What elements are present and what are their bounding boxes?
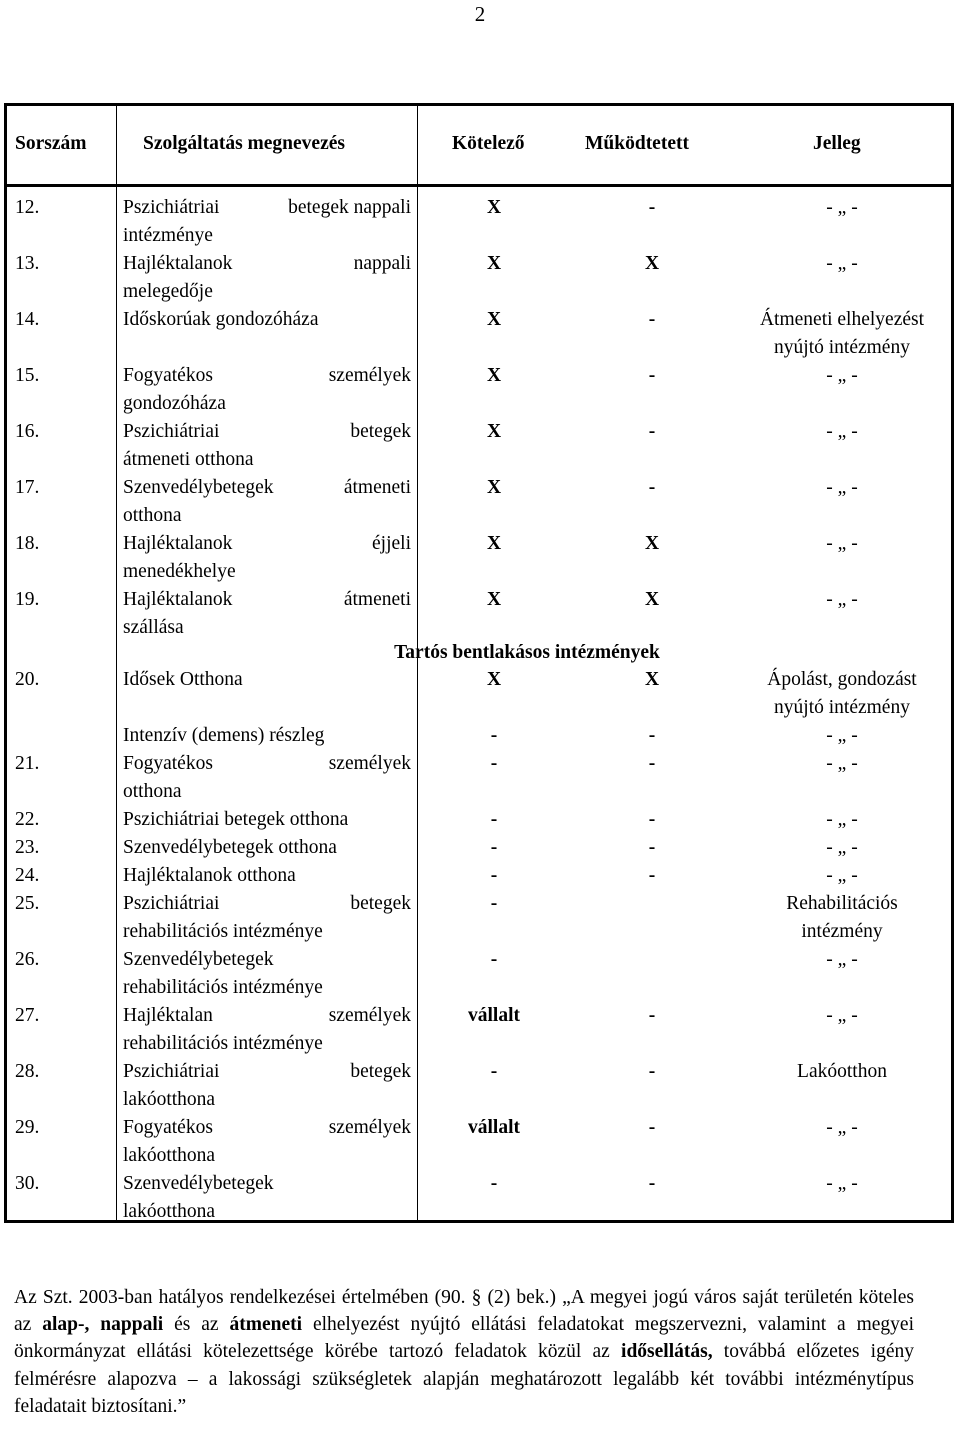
operated-mark: -	[648, 197, 656, 218]
character-cell	[735, 806, 949, 834]
character-line: Lakóotthon	[797, 1061, 887, 1082]
operated-mark: -	[648, 365, 656, 386]
character-line: - „ -	[826, 725, 858, 746]
legal-paragraph	[14, 1284, 914, 1420]
row-number: 25.	[15, 893, 40, 914]
mandatory-mark: X	[486, 477, 502, 498]
row-number: 27.	[15, 1005, 40, 1026]
service-name-part: személyek	[328, 753, 411, 774]
row-number: 21.	[15, 753, 40, 774]
paragraph-bold: átmeneti	[229, 1314, 303, 1336]
operated-mark: -	[648, 865, 656, 886]
service-name-line2: melegedője	[123, 280, 213, 302]
character-cell	[735, 586, 949, 614]
character-line: - „ -	[826, 1117, 858, 1138]
operated-mark: -	[648, 1173, 656, 1194]
header-szolgaltatas: Szolgáltatás megnevezés	[143, 133, 345, 154]
mandatory-mark: -	[490, 893, 498, 914]
operated-mark: -	[648, 1117, 656, 1138]
character-line: - „ -	[826, 253, 858, 274]
mandatory-mark: -	[490, 1061, 498, 1082]
row-number: 16.	[15, 421, 40, 442]
service-name-part: betegek	[350, 421, 411, 442]
service-name-line2: rehabilitációs intézménye	[123, 920, 323, 942]
service-name	[123, 418, 411, 473]
character-line: - „ -	[826, 365, 858, 386]
row-number: 18.	[15, 533, 40, 554]
mandatory-mark: -	[490, 949, 498, 970]
service-name-part: Pszichiátriai	[123, 1061, 220, 1082]
service-name-part: Hajléktalan	[123, 1005, 213, 1026]
mandatory-mark: -	[490, 725, 498, 746]
row-number: 20.	[15, 669, 40, 690]
service-table	[4, 103, 954, 1223]
character-line: - „ -	[826, 421, 858, 442]
character-line: Átmeneti elhelyezést	[759, 309, 925, 330]
service-name-part: Szenvedélybetegek	[123, 477, 274, 498]
character-line: - „ -	[826, 865, 858, 886]
character-cell	[735, 946, 949, 974]
character-cell	[735, 666, 949, 721]
character-line: nyújtó intézmény	[774, 336, 910, 358]
service-name	[123, 806, 411, 834]
service-name-part: éjjeli	[372, 533, 411, 554]
service-name-part: Pszichiátriai	[123, 893, 220, 914]
paragraph-text: elhelyezést nyújtó ellátási feladatokat megszervezni, valamint a megyei önkormányzat ellátási kötelezettsége körébe tartozó feladatok közül az	[14, 1314, 914, 1363]
character-cell	[735, 1114, 949, 1142]
service-name	[123, 946, 411, 1001]
service-name	[123, 1002, 411, 1057]
character-cell	[735, 890, 949, 945]
operated-mark: -	[648, 837, 656, 858]
service-name	[123, 586, 411, 641]
operated-mark: -	[648, 421, 656, 442]
mandatory-mark: X	[486, 533, 502, 554]
paragraph-bold: alap-, nappali	[42, 1314, 164, 1336]
service-name	[123, 250, 411, 305]
character-line: - „ -	[826, 753, 858, 774]
service-name-part: Pszichiátriai betegek otthona	[123, 809, 349, 830]
service-name	[123, 194, 411, 249]
header-kotelezo: Kötelező	[452, 133, 525, 154]
character-cell	[735, 530, 949, 558]
service-name-part: Intenzív (demens) részleg	[123, 725, 325, 746]
mandatory-mark: -	[490, 837, 498, 858]
service-name-part: Időskorúak gondozóháza	[123, 309, 319, 330]
mandatory-mark: -	[490, 1173, 498, 1194]
row-number: 17.	[15, 477, 40, 498]
service-name-line2: gondozóháza	[123, 392, 226, 414]
mandatory-mark: -	[490, 809, 498, 830]
character-cell	[735, 1002, 949, 1030]
character-cell	[735, 418, 949, 446]
service-name-part: nappali	[353, 253, 411, 274]
character-line: - „ -	[826, 1005, 858, 1026]
header-jelleg: Jelleg	[813, 133, 861, 154]
character-cell	[735, 750, 949, 778]
service-name-line2: átmeneti otthona	[123, 448, 254, 470]
service-name-line2: rehabilitációs intézménye	[123, 1032, 323, 1054]
service-name	[123, 306, 411, 334]
operated-mark: X	[644, 669, 660, 690]
service-name-part: Fogyatékos	[123, 753, 213, 774]
mandatory-mark: -	[490, 865, 498, 886]
character-line: - „ -	[826, 809, 858, 830]
row-number: 19.	[15, 589, 40, 610]
section-title: Tartós bentlakásos intézmények	[394, 642, 660, 663]
character-cell	[735, 474, 949, 502]
row-number: 30.	[15, 1173, 40, 1194]
service-name-part: Pszichiátriai	[123, 421, 220, 442]
header-divider	[7, 184, 951, 187]
service-name	[123, 1170, 411, 1225]
operated-mark: -	[648, 753, 656, 774]
character-cell	[735, 1058, 949, 1086]
operated-mark: -	[648, 809, 656, 830]
service-name-line2: otthona	[123, 780, 182, 802]
row-number: 29.	[15, 1117, 40, 1138]
character-line: - „ -	[826, 589, 858, 610]
service-name-line2: rehabilitációs intézménye	[123, 976, 323, 998]
character-cell	[735, 1170, 949, 1198]
operated-mark: X	[644, 253, 660, 274]
service-name	[123, 474, 411, 529]
service-name-line2: otthona	[123, 504, 182, 526]
character-line: - „ -	[826, 837, 858, 858]
service-name-line2: lakóotthona	[123, 1144, 216, 1166]
mandatory-mark: X	[486, 669, 502, 690]
service-name-line2: menedékhelye	[123, 560, 236, 582]
page-number: 2	[474, 2, 486, 26]
row-number: 13.	[15, 253, 40, 274]
service-name	[123, 666, 411, 694]
character-line: - „ -	[826, 949, 858, 970]
header-sorszam: Sorszám	[15, 133, 87, 154]
service-name	[123, 530, 411, 585]
paragraph-text: továbbá előzetes igény felmérésre alapozva – a lakossági szükségletek alapján meghatározott legalább két további intézménytípus feladatait biztosítani.”	[14, 1341, 914, 1417]
character-line: intézmény	[801, 920, 883, 942]
service-name-line2: lakóotthona	[123, 1200, 216, 1222]
service-name-part: Szenvedélybetegek	[123, 1173, 274, 1194]
service-name-part: Szenvedélybetegek	[123, 949, 274, 970]
service-name-part: Hajléktalanok otthona	[123, 865, 296, 886]
mandatory-mark: -	[490, 753, 498, 774]
paragraph-bold: idősellátás,	[621, 1341, 713, 1363]
operated-mark: -	[648, 725, 656, 746]
service-name-line2: lakóotthona	[123, 1088, 216, 1110]
character-cell	[735, 306, 949, 361]
service-name	[123, 834, 411, 862]
service-name	[123, 862, 411, 890]
mandatory-mark: X	[486, 421, 502, 442]
character-cell	[735, 722, 949, 750]
character-cell	[735, 362, 949, 390]
column-divider	[116, 106, 117, 1220]
mandatory-mark: X	[486, 197, 502, 218]
service-name-part: átmeneti	[343, 477, 411, 498]
service-name-part: személyek	[328, 1117, 411, 1138]
paragraph-text: Az Szt. 2003-ban hatályos rendelkezései értelmében (90. § (2) bek.) „A megyei jogú város saját területén köteles az	[14, 1287, 914, 1336]
character-line: - „ -	[826, 477, 858, 498]
row-number: 15.	[15, 365, 40, 386]
operated-mark: -	[648, 477, 656, 498]
character-line: - „ -	[826, 1173, 858, 1194]
service-name	[123, 1114, 411, 1169]
character-line: - „ -	[826, 533, 858, 554]
operated-mark: X	[644, 589, 660, 610]
character-line: - „ -	[826, 197, 858, 218]
paragraph-text: és az	[163, 1314, 230, 1336]
operated-mark: -	[648, 1005, 656, 1026]
service-name-part: személyek	[328, 1005, 411, 1026]
character-line: Rehabilitációs	[786, 893, 898, 914]
service-name-part: Szenvedélybetegek otthona	[123, 837, 337, 858]
operated-mark: X	[644, 533, 660, 554]
header-mukodtetett: Működtetett	[585, 133, 689, 154]
operated-mark: -	[648, 1061, 656, 1082]
mandatory-mark: X	[486, 365, 502, 386]
service-name	[123, 362, 411, 417]
service-name-part: átmeneti	[343, 589, 411, 610]
service-name-part: Fogyatékos	[123, 1117, 213, 1138]
character-cell	[735, 834, 949, 862]
service-name-part: betegek	[350, 893, 411, 914]
service-name-part: Hajléktalanok	[123, 589, 233, 610]
character-cell	[735, 194, 949, 222]
service-name-part: betegek nappali	[288, 197, 411, 218]
character-cell	[735, 250, 949, 278]
row-number: 22.	[15, 809, 40, 830]
service-name-part: Pszichiátriai	[123, 197, 220, 218]
service-name	[123, 722, 411, 750]
mandatory-mark: X	[486, 253, 502, 274]
row-number: 26.	[15, 949, 40, 970]
service-name-part: Idősek Otthona	[123, 669, 243, 690]
row-number: 24.	[15, 865, 40, 886]
row-number: 28.	[15, 1061, 40, 1082]
service-name	[123, 890, 411, 945]
service-name-part: Hajléktalanok	[123, 253, 233, 274]
mandatory-mark: vállalt	[468, 1005, 520, 1026]
row-number: 14.	[15, 309, 40, 330]
mandatory-mark: X	[486, 309, 502, 330]
character-line: nyújtó intézmény	[774, 696, 910, 718]
service-name	[123, 1058, 411, 1113]
operated-mark: -	[648, 309, 656, 330]
mandatory-mark: X	[486, 589, 502, 610]
row-number: 12.	[15, 197, 40, 218]
service-name	[123, 750, 411, 805]
character-cell	[735, 862, 949, 890]
mandatory-mark: vállalt	[468, 1117, 520, 1138]
service-name-part: Fogyatékos	[123, 365, 213, 386]
row-number: 23.	[15, 837, 40, 858]
service-name-part: betegek	[350, 1061, 411, 1082]
service-name-part: Hajléktalanok	[123, 533, 233, 554]
service-name-line2: szállása	[123, 616, 184, 638]
service-name-part: személyek	[328, 365, 411, 386]
service-name-line2: intézménye	[123, 224, 213, 246]
character-line: Ápolást, gondozást	[767, 669, 917, 690]
